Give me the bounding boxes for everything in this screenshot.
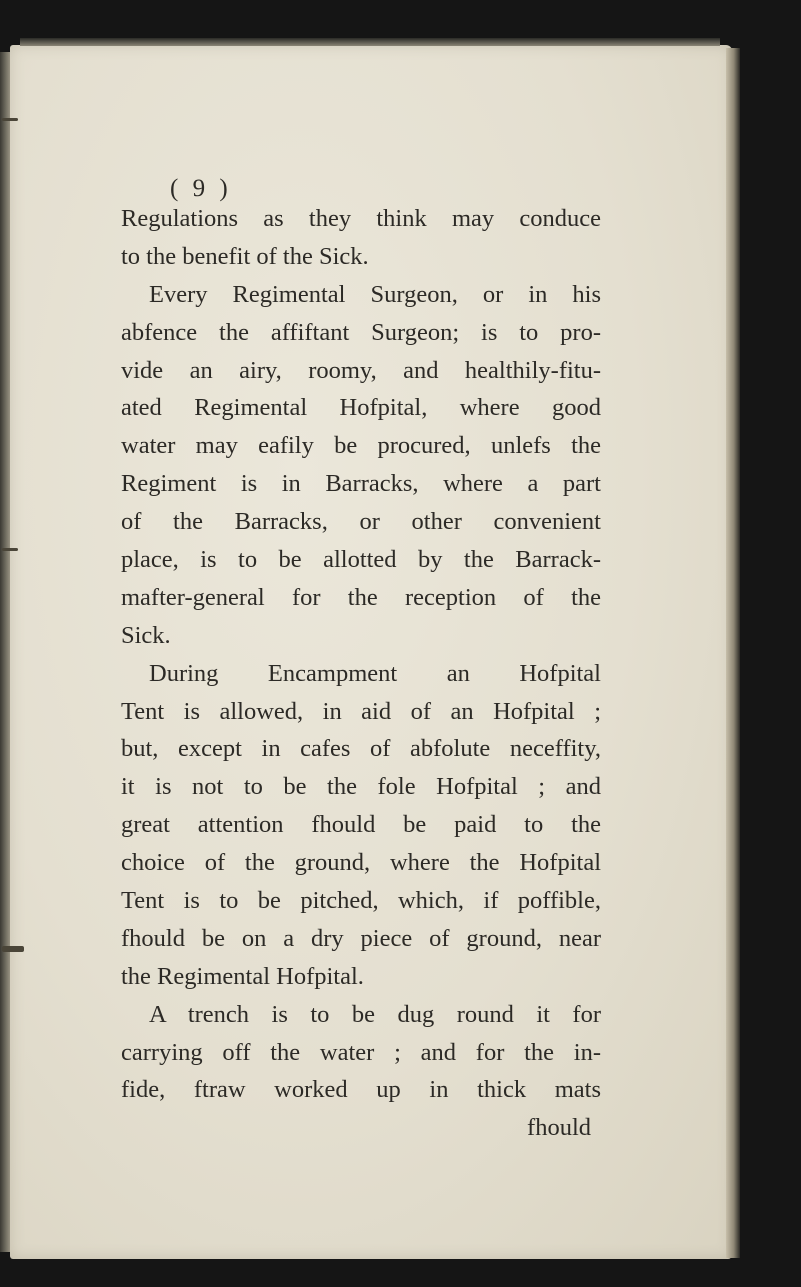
text-line: Sick. [121, 621, 171, 649]
text-line: ated Regimental Hofpital, where good [121, 394, 601, 422]
binding-edge [20, 38, 720, 46]
binding-thread [2, 548, 18, 551]
text-line: mafter-general for the reception of the [121, 583, 601, 611]
text-line: A trench is to be dug round it for [149, 1000, 601, 1028]
text-line: fhould be on a dry piece of ground, near [121, 924, 601, 952]
page-edge-right [726, 48, 740, 1258]
binding-thread [2, 118, 18, 121]
printed-text-block [121, 170, 601, 1147]
text-line: it is not to be the fole Hofpital ; and [121, 773, 601, 801]
text-line: vide an airy, roomy, and healthily-fitu- [121, 356, 601, 384]
catchword: fhould [527, 1114, 591, 1142]
text-line: During Encampment an Hofpital [149, 659, 601, 687]
binding-thread [2, 946, 24, 952]
text-line: carrying off the water ; and for the in- [121, 1038, 601, 1066]
text-line: of the Barracks, or other convenient [121, 508, 601, 536]
text-line: choice of the ground, where the Hofpital [121, 849, 601, 877]
page-number: ( 9 ) [170, 175, 232, 202]
text-line: Tent is allowed, in aid of an Hofpital ; [121, 697, 601, 725]
text-line: Every Regimental Surgeon, or in his [149, 280, 601, 308]
text-line: to the benefit of the Sick. [121, 242, 369, 270]
text-line: Regulations as they think may conduce [121, 205, 601, 232]
text-line: but, except in cafes of abfolute neceffity, [121, 735, 601, 763]
text-line: water may eafily be procured, unlefs the [121, 432, 601, 460]
text-line: great attention fhould be paid to the [121, 811, 601, 839]
text-lines [121, 200, 601, 1109]
text-line: abfence the affiftant Surgeon; is to pro- [121, 318, 601, 346]
text-line: Regiment is in Barracks, where a part [121, 470, 601, 498]
text-line: Tent is to be pitched, which, if poffible, [121, 887, 601, 915]
text-line: place, is to be allotted by the Barrack- [121, 546, 601, 574]
text-line: fide, ftraw worked up in thick mats [121, 1076, 601, 1104]
text-line: the Regimental Hofpital. [121, 962, 364, 990]
